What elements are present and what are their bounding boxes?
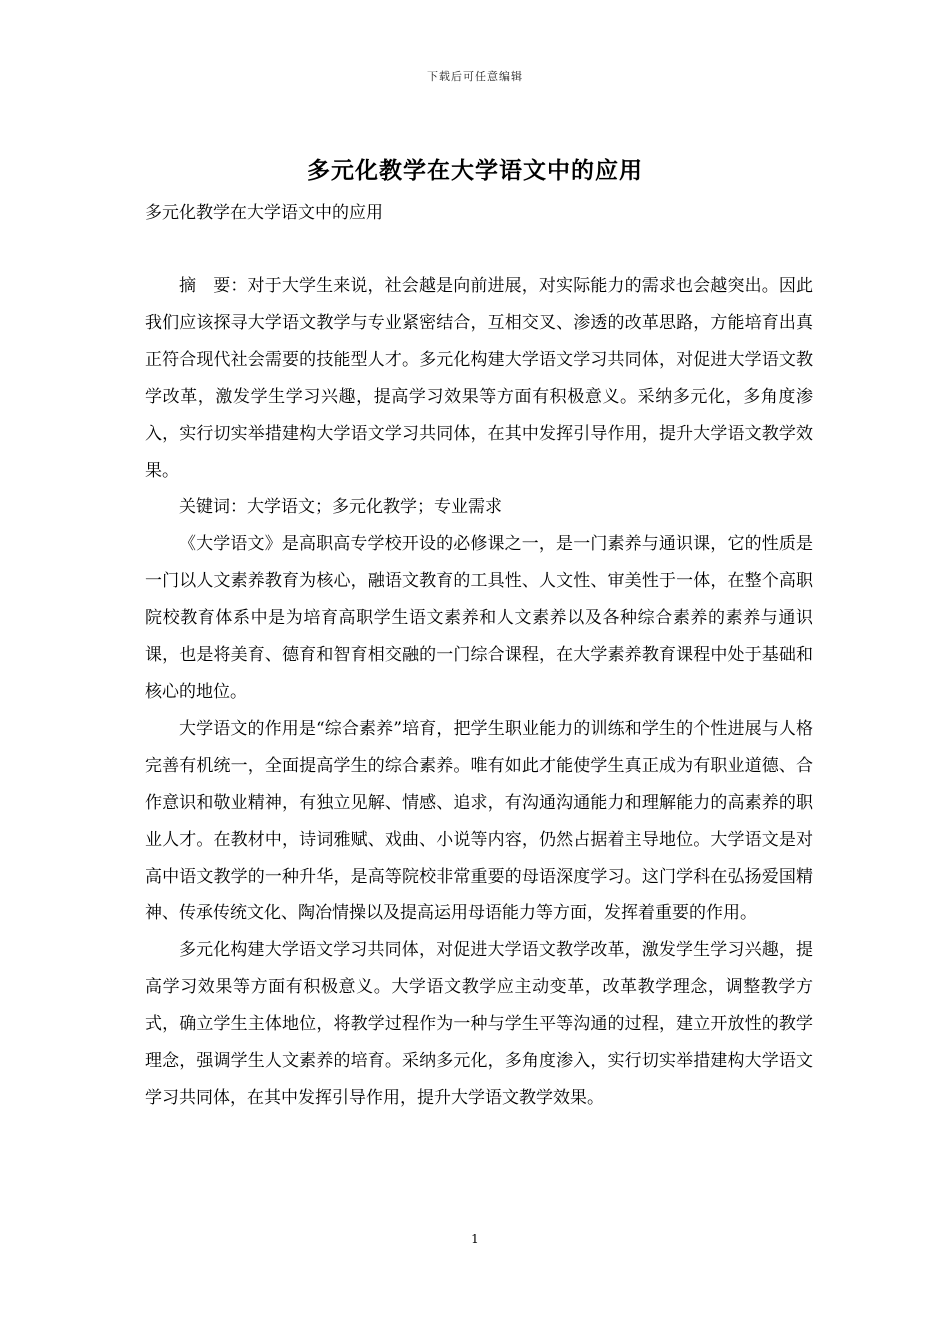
abstract-paragraph: 摘 要：对于大学生来说，社会越是向前进展，对实际能力的需求也会越突出。因此我们应该探寻大学语文教学与专业紧密结合，互相交叉、渗透的改革思路，方能培育出真正符合现代社会需要的技能型人才。多元化构建大学语文学习共同体，对促进大学语文教学改革，激发学生学习兴趣，提高学习效果等方面有积极意义。采纳多元化，多角度渗入，实行切实举措建构大学语文学习共同体，在其中发挥引导作用，提升大学语文教学效果。 <box>145 276 813 481</box>
header-note: 下载后可任意编辑 <box>427 70 523 83</box>
document-body <box>145 268 813 1117</box>
body-paragraph: 大学语文的作用是“综合素养”培育，把学生职业能力的训练和学生的个性进展与人格完善有机统一，全面提高学生的综合素养。唯有如此才能使学生真正成为有职业道德、合作意识和敬业精神，有独立见解、情感、追求，有沟通沟通能力和理解能力的高素养的职业人才。在教材中，诗词雅赋、戏曲、小说等内容，仍然占据着主导地位。大学语文是对高中语文教学的一种升华，是高等院校非常重要的母语深度学习。这门学科在弘扬爱国精神、传承传统文化、陶冶情操以及提高运用母语能力等方面，发挥着重要的作用。 <box>145 718 813 924</box>
body-paragraph: 《大学语文》是高职高专学校开设的必修课之一，是一门素养与通识课，它的性质是一门以人文素养教育为核心，融语文教育的工具性、人文性、审美性于一体，在整个高职院校教育体系中是为培育高职学生语文素养和人文素养以及各种综合素养的素养与通识课，也是将美育、德育和智育相交融的一门综合课程，在大学素养教育课程中处于基础和核心的地位。 <box>145 534 813 702</box>
document-title: 多元化教学在大学语文中的应用 <box>307 157 643 184</box>
keywords-paragraph: 关键词：大学语文；多元化教学；专业需求 <box>179 497 502 518</box>
page-number: 1 <box>471 1232 479 1246</box>
document-subtitle: 多元化教学在大学语文中的应用 <box>145 203 383 223</box>
body-paragraph: 多元化构建大学语文学习共同体，对促进大学语文教学改革，激发学生学习兴趣，提高学习效果等方面有积极意义。大学语文教学应主动变革，改革教学理念，调整教学方式，确立学生主体地位，将教学过程作为一种与学生平等沟通的过程，建立开放性的教学理念，强调学生人文素养的培育。采纳多元化，多角度渗入，实行切实举措建构大学语文学习共同体，在其中发挥引导作用，提升大学语文教学效果。 <box>145 940 813 1108</box>
